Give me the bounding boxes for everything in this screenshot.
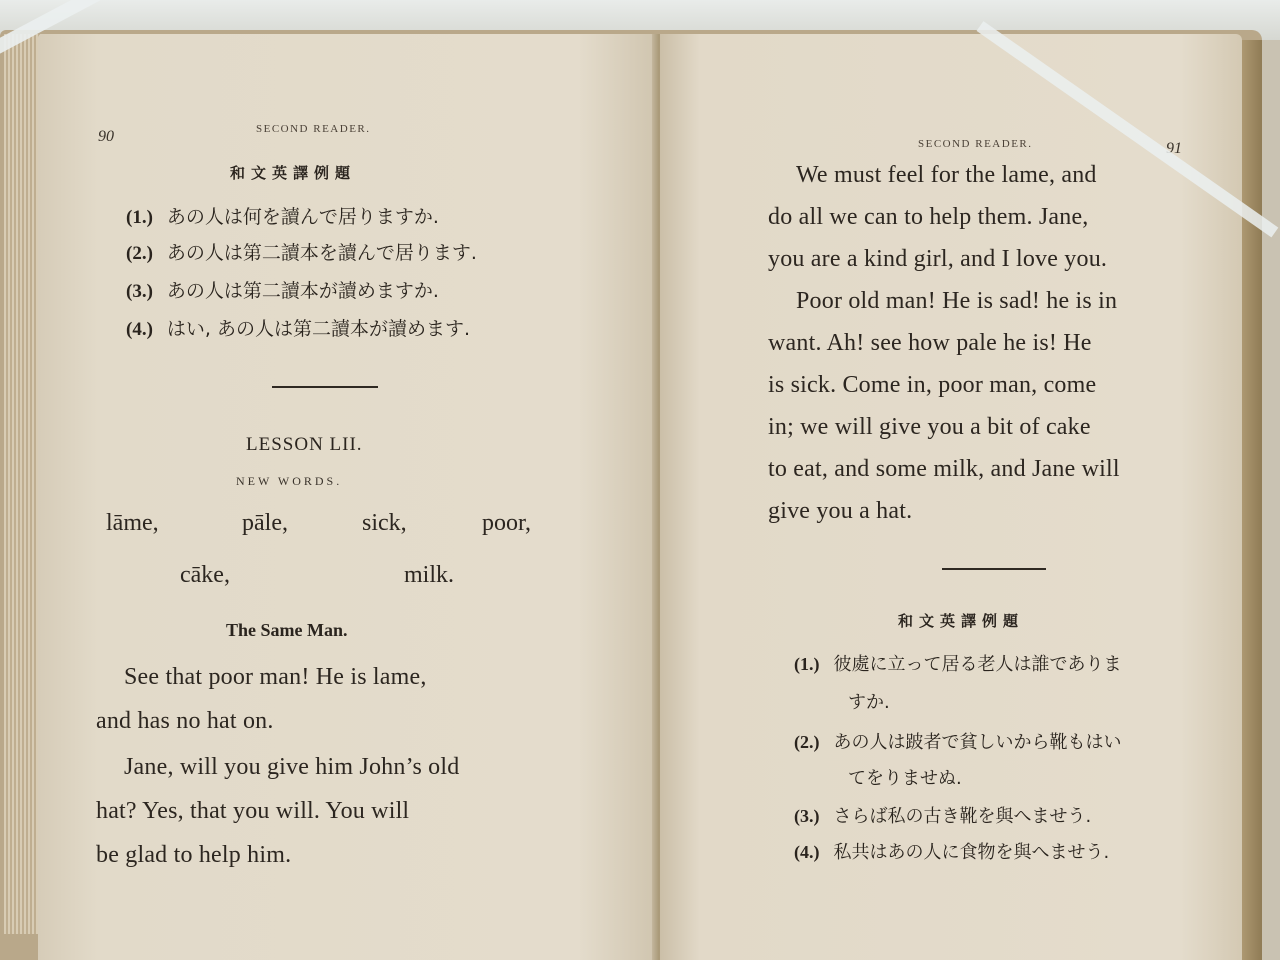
right-exercise-1-cont: すか. [848,692,890,713]
story-line: and has no hat on. [96,708,274,734]
new-word: lāme, [106,510,159,536]
lesson-title: LESSON LII. [246,434,363,455]
story-line: want. Ah! see how pale he is! He [768,330,1092,356]
right-exercise-1: (1.) 彼處に立って居る老人は誰でありま [794,654,1122,675]
left-exercise-3: (3.) あの人は第二讀本が讀めますか. [126,280,439,302]
story-line: Poor old man! He is sad! he is in [796,288,1118,314]
left-exercise-title: 和文英譯例題 [230,164,357,182]
right-exercise-3: (3.) さらば私の古き靴を與へませう. [794,806,1092,827]
story-line: to eat, and some milk, and Jane will [768,456,1120,482]
story-line: is sick. Come in, poor man, come [768,372,1097,398]
story-line: Jane, will you give him John’s old [124,754,460,780]
section-divider [942,568,1046,570]
right-exercise-4: (4.) 私共はあの人に食物を與へませう. [794,842,1110,863]
story-line: be glad to help him. [96,842,292,868]
new-words-label: NEW WORDS. [236,474,343,488]
story-line: you are a kind girl, and I love you. [768,246,1108,272]
new-word: milk. [404,562,455,588]
right-running-header: SECOND READER. [918,138,1033,150]
new-word: poor, [482,510,532,536]
story-line: We must feel for the lame, and [796,162,1097,188]
right-exercise-title: 和文英譯例題 [898,612,1025,630]
left-exercise-4: (4.) はい, あの人は第二讀本が讀めます. [126,318,471,340]
left-running-header: SECOND READER. [256,123,371,135]
right-exercise-2-cont: てをりませぬ. [848,768,962,789]
story-line: do all we can to help them. Jane, [768,204,1089,230]
left-page-number: 90 [98,128,114,145]
book-cover-edge [1240,40,1262,960]
left-exercise-1: (1.) あの人は何を讀んで居りますか. [126,206,439,228]
section-divider [272,386,378,388]
new-word: pāle, [242,510,288,536]
story-line: See that poor man! He is lame, [124,664,427,690]
right-exercise-2: (2.) あの人は跛者で貧しいから靴もはい [794,732,1122,753]
story-title: The Same Man. [226,620,348,640]
new-word: sick, [362,510,407,536]
right-page-number: 91 [1166,140,1182,157]
story-line: in; we will give you a bit of cake [768,414,1091,440]
new-word: cāke, [180,562,230,588]
story-line: hat? Yes, that you will. You will [96,798,410,824]
story-line: give you a hat. [768,498,913,524]
left-exercise-2: (2.) あの人は第二讀本を讀んで居ります. [126,242,477,264]
